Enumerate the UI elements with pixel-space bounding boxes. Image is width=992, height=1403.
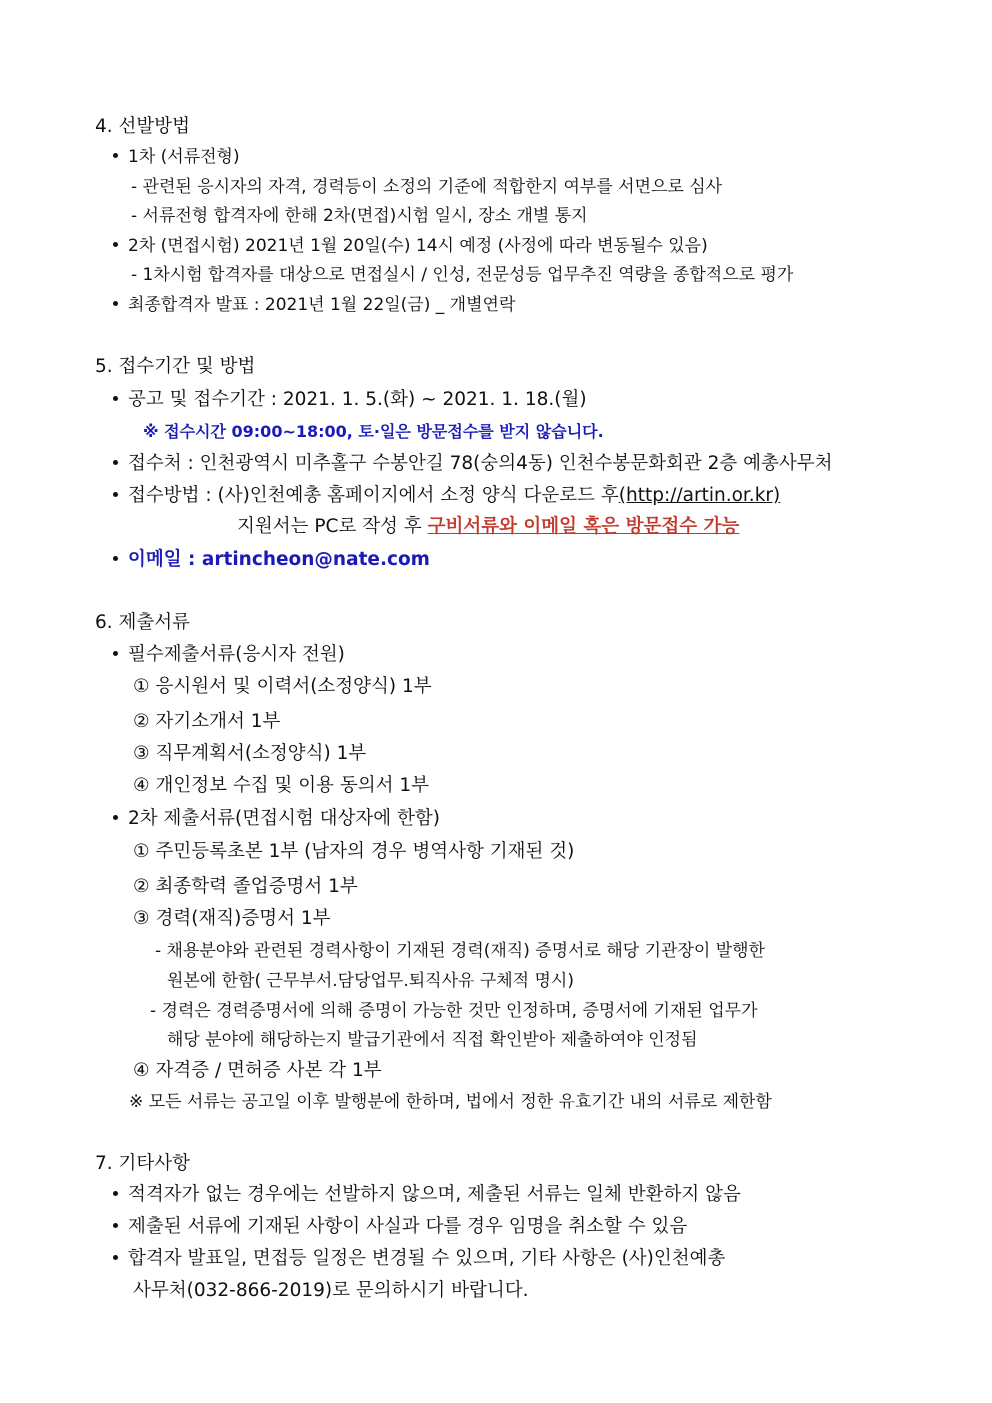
bullet-dot xyxy=(113,396,118,401)
s5-reception-note: ※ 접수시간 09:00~18:00, 토·일은 방문접수를 받지 않습니다. xyxy=(143,422,604,441)
s4-b3-text: 최종합격자 발표 : 2021년 1월 22일(금) _ 개별연락 xyxy=(128,295,516,315)
s7-bullet-2 xyxy=(113,1218,687,1237)
s5-b1-text: 공고 및 접수기간 : 2021. 1. 5.(화) ~ 2021. 1. 18.(월) xyxy=(128,389,587,410)
s6-item-2: ② 자기소개서 1부 xyxy=(133,711,281,732)
bullet-dot xyxy=(113,153,118,158)
s6-j3-detail-1b: 원본에 한함( 근무부서.담당업무.퇴직사유 구체적 명시) xyxy=(167,971,574,991)
bullet-dot xyxy=(113,492,118,497)
s5-bullet-3 xyxy=(113,487,780,506)
bullet-dot xyxy=(113,815,118,820)
s7-b3-text: 합격자 발표일, 면접등 일정은 변경될 수 있으며, 기타 사항은 (사)인천예총 xyxy=(128,1248,726,1269)
bullet-dot xyxy=(113,301,118,306)
s7-b2-text: 제출된 서류에 기재된 사항이 사실과 다를 경우 임명을 취소할 수 있음 xyxy=(128,1216,688,1237)
section-4-title: 4. 선발방법 xyxy=(95,116,191,137)
s6-j3-detail-2b: 해당 분야에 해당하는지 발급기관에서 직접 확인받아 제출하여야 인정됨 xyxy=(167,1030,698,1050)
s5-bullet-1 xyxy=(113,391,587,410)
s6-item-4: ④ 개인정보 수집 및 이용 동의서 1부 xyxy=(133,775,429,796)
s4-b1-detail-2: - 서류전형 합격자에 한해 2차(면접)시험 일시, 장소 개별 통지 xyxy=(131,206,588,226)
s6-sub-item-2: ② 최종학력 졸업증명서 1부 xyxy=(133,876,358,897)
s7-bullet-3 xyxy=(113,1250,725,1269)
bullet-dot xyxy=(113,460,118,465)
s4-b2-text: 2차 (면접시험) 2021년 1월 20일(수) 14시 예정 (사정에 따라 변동될수 있음) xyxy=(128,236,708,256)
s4-bullet-1 xyxy=(113,149,240,166)
s4-bullet-2 xyxy=(113,238,708,255)
homepage-link[interactable]: (http://artin.or.kr) xyxy=(618,485,781,506)
s5-email-text[interactable]: 이메일 : artincheon@nate.com xyxy=(128,549,430,570)
s7-bullet-1 xyxy=(113,1186,741,1205)
s6-sub-item-1: ① 주민등록초본 1부 (남자의 경우 병역사항 기재된 것) xyxy=(133,841,575,862)
bullet-dot xyxy=(113,556,118,561)
section-7-title: 7. 기타사항 xyxy=(95,1153,191,1174)
s6-j3-detail-1a: - 채용분야와 관련된 경력사항이 기재된 경력(재직) 증명서로 해당 기관장이 발행한 xyxy=(155,941,765,961)
bullet-dot xyxy=(113,242,118,247)
s7-b1-text: 적격자가 없는 경우에는 선발하지 않으며, 제출된 서류는 일체 반환하지 않음 xyxy=(128,1184,741,1205)
s5-bullet-4 xyxy=(113,551,430,570)
s6-j3-detail-2a: - 경력은 경력증명서에 의해 증명이 가능한 것만 인정하며, 증명서에 기재된 업무가 xyxy=(150,1001,758,1021)
s6-item-1: ① 응시원서 및 이력서(소정양식) 1부 xyxy=(133,676,432,697)
s5-b2-text: 접수처 : 인천광역시 미추홀구 수봉안길 78(숭의4동) 인천수봉문화회관 2층 예총사무처 xyxy=(128,453,833,474)
section-6-title: 6. 제출서류 xyxy=(95,612,191,633)
s4-b2-detail-1: - 1차시험 합격자를 대상으로 면접실시 / 인성, 전문성등 업무추진 역량을 종합적으로 평가 xyxy=(131,265,794,285)
s6-sub-item-4: ④ 자격증 / 면허증 사본 각 1부 xyxy=(133,1060,382,1081)
s5-b3-line-2 xyxy=(237,518,739,537)
s4-bullet-3 xyxy=(113,297,515,314)
s6-b2-text: 2차 제출서류(면접시험 대상자에 한함) xyxy=(128,808,440,829)
s6-item-3: ③ 직무계획서(소정양식) 1부 xyxy=(133,743,367,764)
s4-b1-text: 1차 (서류전형) xyxy=(128,147,240,167)
bullet-dot xyxy=(113,651,118,656)
bullet-dot xyxy=(113,1191,118,1196)
s5-bullet-2 xyxy=(113,455,833,474)
s6-validity-note: ※ 모든 서류는 공고일 이후 발행분에 한하며, 법에서 정한 유효기간 내의 서류로 제한함 xyxy=(129,1092,772,1112)
s6-bullet-1 xyxy=(113,646,345,665)
s5-b3-highlight: 구비서류와 이메일 혹은 방문접수 가능 xyxy=(427,516,740,537)
bullet-dot xyxy=(113,1255,118,1260)
s5-b3-line2-text: 지원서는 PC로 작성 후 xyxy=(237,516,422,537)
bullet-dot xyxy=(113,1223,118,1228)
s6-sub-item-3: ③ 경력(재직)증명서 1부 xyxy=(133,908,331,929)
s6-bullet-2 xyxy=(113,810,440,829)
s7-b3-line-2: 사무처(032-866-2019)로 문의하시기 바랍니다. xyxy=(133,1280,529,1301)
s6-b1-text: 필수제출서류(응시자 전원) xyxy=(128,644,345,665)
s4-b1-detail-1: - 관련된 응시자의 자격, 경력등이 소정의 기준에 적합한지 여부를 서면으로 심사 xyxy=(131,177,723,197)
section-5-title: 5. 접수기간 및 방법 xyxy=(95,356,256,377)
s5-b3-text: 접수방법 : (사)인천예총 홈페이지에서 소정 양식 다운로드 후 xyxy=(128,485,619,506)
